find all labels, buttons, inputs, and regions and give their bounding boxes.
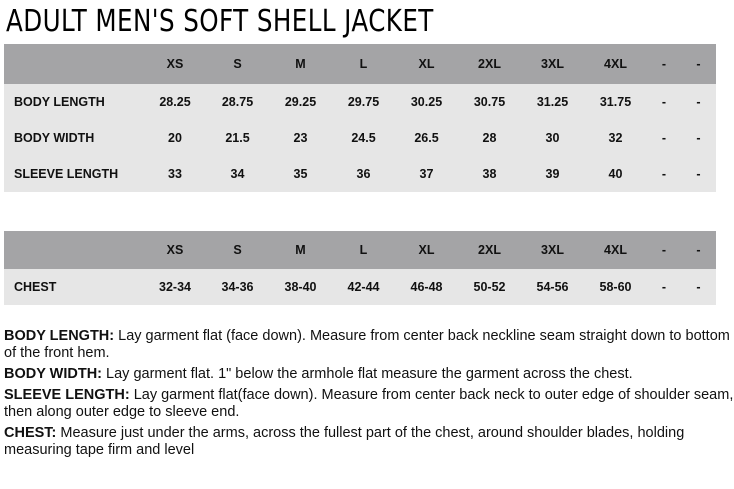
table-cell: 33 <box>168 167 182 181</box>
table-cell: 24.5 <box>351 131 376 145</box>
table-cell: - <box>661 95 667 109</box>
table-row <box>4 269 716 305</box>
header-cell: 2XL <box>478 57 501 71</box>
table-cell: 39 <box>545 167 560 181</box>
table-cell: 31.25 <box>536 95 569 109</box>
note-text: Measure just under the arms, across the fullest part of the chest, around shoulder blades, holding measuring tape firm and level <box>4 425 685 458</box>
row-label: BODY WIDTH <box>14 131 95 145</box>
table-cell: 28.25 <box>159 95 191 109</box>
table-cell: 28 <box>482 131 497 145</box>
table-row <box>4 84 716 120</box>
note-term: BODY LENGTH: <box>4 328 115 344</box>
header-cell: - <box>696 57 701 71</box>
table-cell: - <box>696 131 701 145</box>
table-cell: - <box>696 95 701 109</box>
header-cell <box>4 231 144 269</box>
header-cell: - <box>661 243 667 257</box>
table-cell: 37 <box>419 167 434 181</box>
table-cell: 21.5 <box>225 131 250 145</box>
header-cell: - <box>696 243 701 257</box>
header-cell: 3XL <box>541 57 564 71</box>
table-cell: 35 <box>293 167 308 181</box>
note-body-length <box>4 328 734 362</box>
table-row <box>4 156 716 192</box>
table-header-row <box>4 44 716 84</box>
measurement-notes <box>4 328 734 463</box>
table-cell: 42-44 <box>347 280 380 294</box>
table-cell: 20 <box>168 131 182 145</box>
header-cell: L <box>359 243 368 257</box>
header-cell: - <box>661 57 667 71</box>
note-text: Lay garment flat(face down). Measure from center back neck to outer edge of shoulder seam, then along outer edge to sleeve end. <box>4 387 734 420</box>
table-cell: 32 <box>608 131 623 145</box>
header-cell: L <box>359 57 368 71</box>
table-cell: 28.75 <box>221 95 254 109</box>
header-cell: S <box>233 57 242 71</box>
table-cell: 58-60 <box>599 280 632 294</box>
table-cell: 38-40 <box>284 280 317 294</box>
note-chest <box>4 425 734 459</box>
table-cell: 34-36 <box>221 280 254 294</box>
table-row <box>4 120 716 156</box>
table-cell: 23 <box>293 131 308 145</box>
row-label: SLEEVE LENGTH <box>14 167 119 181</box>
note-term: SLEEVE LENGTH: <box>4 387 130 403</box>
table-cell: - <box>696 280 701 294</box>
table-cell: 30.75 <box>473 95 506 109</box>
table-cell: 40 <box>608 167 623 181</box>
table-cell: 54-56 <box>536 280 569 294</box>
table-cell: - <box>661 167 667 181</box>
page-title: ADULT MEN'S SOFT SHELL JACKET <box>6 4 434 39</box>
table-cell: 30 <box>545 131 560 145</box>
table-cell: 34 <box>230 167 245 181</box>
note-sleeve-length <box>4 387 734 421</box>
table-cell: 30.25 <box>410 95 443 109</box>
note-term: CHEST: <box>4 425 57 441</box>
header-cell: S <box>233 243 242 257</box>
row-label: BODY LENGTH <box>14 95 105 109</box>
measurements-table <box>4 44 716 192</box>
table-cell: 26.5 <box>414 131 439 145</box>
table-cell: 32-34 <box>159 280 191 294</box>
table-cell: 31.75 <box>599 95 632 109</box>
table-cell: 29.75 <box>347 95 380 109</box>
table-cell: 46-48 <box>410 280 443 294</box>
note-body-width <box>4 366 734 383</box>
header-cell: XS <box>166 57 184 71</box>
header-cell: 3XL <box>541 243 564 257</box>
table-cell: - <box>661 280 667 294</box>
header-cell: M <box>295 243 306 257</box>
header-cell: XL <box>418 243 435 257</box>
header-cell: 2XL <box>478 243 501 257</box>
header-cell: M <box>295 57 306 71</box>
table-cell: - <box>661 131 667 145</box>
table-cell: 38 <box>482 167 497 181</box>
table-cell: 36 <box>356 167 371 181</box>
header-cell: 4XL <box>604 243 627 257</box>
table-cell: 29.25 <box>284 95 317 109</box>
chest-table <box>4 231 716 305</box>
header-cell: XL <box>418 57 435 71</box>
row-label: CHEST <box>14 280 57 294</box>
table-cell: - <box>696 167 701 181</box>
note-term: BODY WIDTH: <box>4 366 103 382</box>
table-cell: 50-52 <box>473 280 506 294</box>
header-cell: 4XL <box>604 57 627 71</box>
note-text: Lay garment flat (face down). Measure from center back neckline seam straight down to bottom of the front hem. <box>4 328 730 361</box>
table-header-row <box>4 231 716 269</box>
note-text: Lay garment flat. 1" below the armhole flat measure the garment across the chest. <box>102 366 633 382</box>
header-cell <box>4 44 144 84</box>
header-cell: XS <box>166 243 184 257</box>
